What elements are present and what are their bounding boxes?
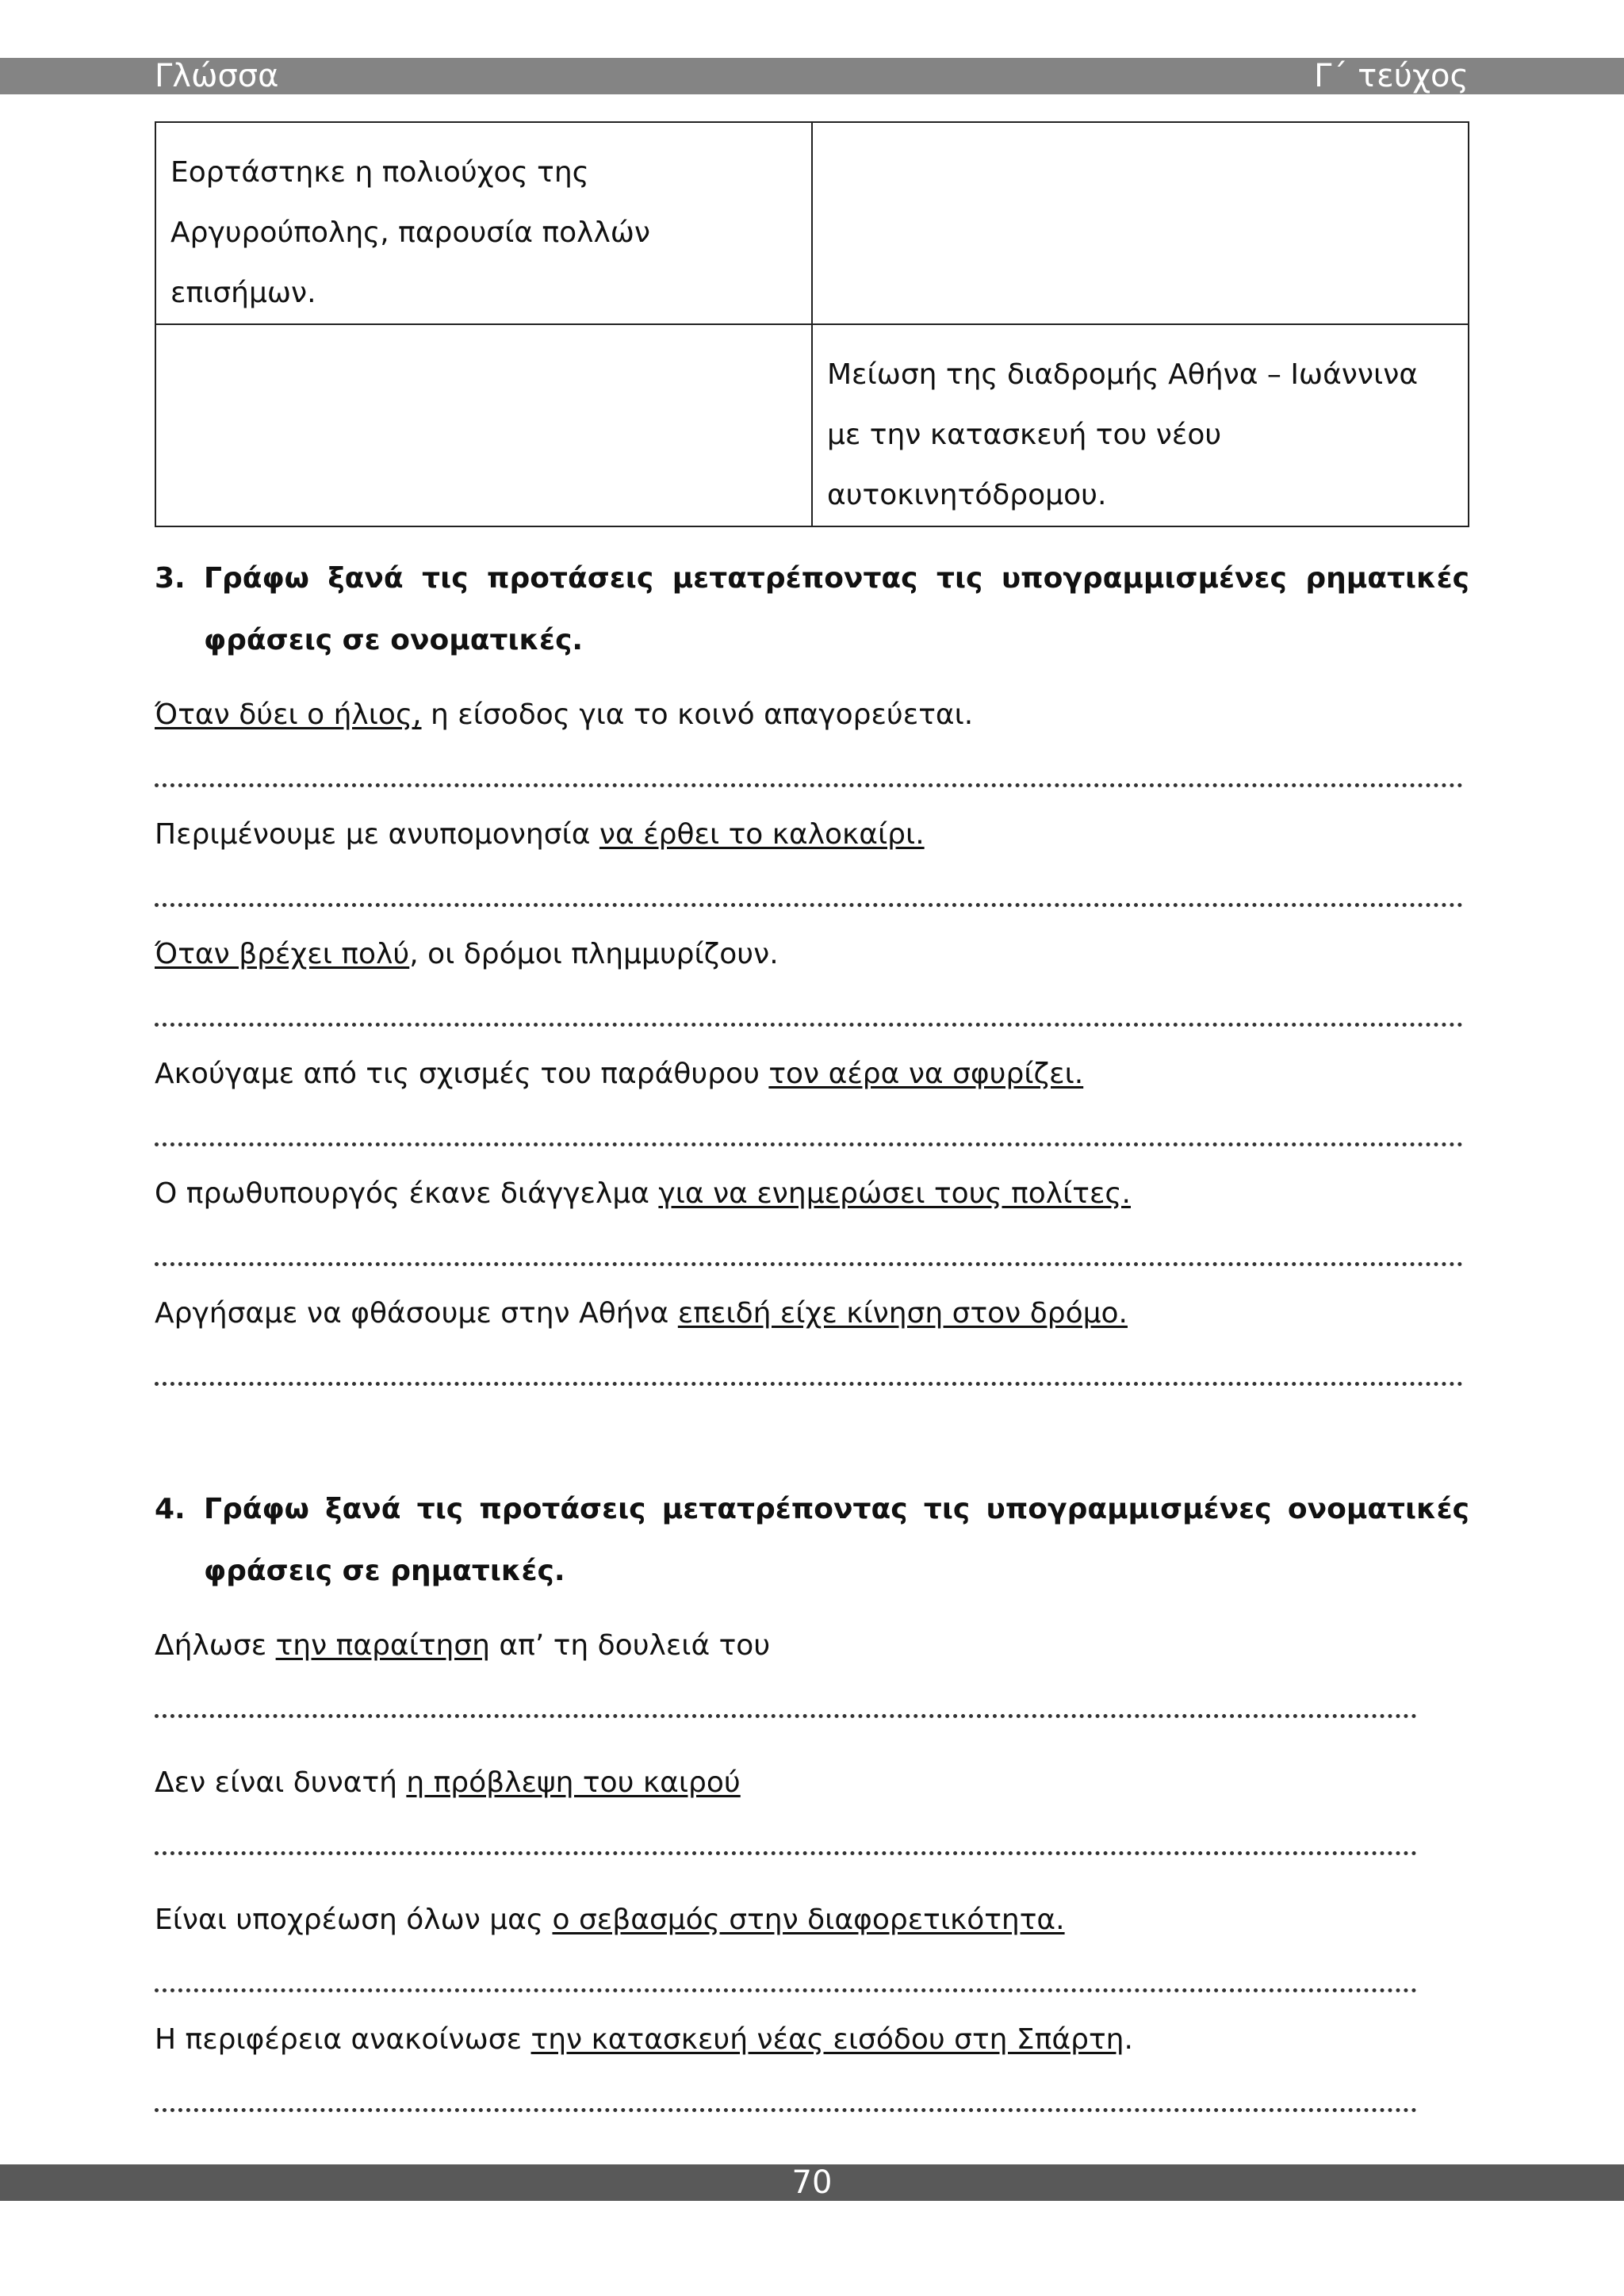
table-row — [155, 324, 1469, 526]
answer-line[interactable] — [155, 1984, 1417, 1992]
table-cell: Εορτάστηκε η πολιούχος της Αργυρούπολης, παρουσία πολλών επισήμων. — [155, 122, 812, 324]
underlined-phrase: την κατασκευή νέας εισόδου στη Σπάρτη — [530, 2023, 1124, 2056]
exercise-number: 4. — [155, 1493, 186, 1525]
underlined-phrase: Όταν δύει ο ήλιος, — [155, 698, 422, 731]
answer-line[interactable] — [155, 1257, 1463, 1266]
exercise-number: 3. — [155, 562, 186, 595]
page-header — [0, 58, 1624, 94]
answer-cell[interactable] — [812, 122, 1469, 324]
exercise-4-heading — [155, 1479, 1469, 1602]
answer-line[interactable] — [155, 1018, 1463, 1027]
answer-line[interactable] — [155, 1138, 1463, 1146]
answer-cell[interactable] — [155, 324, 812, 526]
exercise-instruction: Γράφω ξανά τις προτάσεις μετατρέποντας τις υπογραμμισμένες ρηματικές φράσεις σε ονοματικές. — [204, 562, 1469, 656]
volume-label: Γ΄ τεύχος — [1314, 58, 1469, 94]
sentence-table — [155, 121, 1469, 527]
sentence: Όταν δύει ο ήλιος, η είσοδος για το κοινό απαγορεύεται. — [155, 698, 974, 731]
underlined-phrase: την παραίτηση — [275, 1629, 490, 1662]
underlined-phrase: τον αέρα να σφυρίζει. — [768, 1058, 1084, 1090]
exercise-instruction: Γράφω ξανά τις προτάσεις μετατρέποντας τις υπογραμμισμένες ονοματικές φράσεις σε ρηματικές. — [204, 1493, 1469, 1587]
answer-line[interactable] — [155, 1846, 1417, 1855]
table-row — [155, 122, 1469, 324]
sentence: Αργήσαμε να φθάσουμε στην Αθήνα επειδή είχε κίνηση στον δρόμο. — [155, 1297, 1128, 1330]
underlined-phrase: να έρθει το καλοκαίρι. — [599, 818, 925, 851]
underlined-phrase: ο σεβασμός στην διαφορετικότητα. — [552, 1904, 1065, 1936]
exercise-3-heading — [155, 548, 1469, 672]
sentence: Όταν βρέχει πολύ, οι δρόμοι πλημμυρίζουν. — [155, 938, 779, 970]
underlined-phrase: η πρόβλεψη του καιρού — [406, 1766, 741, 1799]
sentence: Δεν είναι δυνατή η πρόβλεψη του καιρού — [155, 1766, 741, 1799]
answer-line[interactable] — [155, 779, 1463, 787]
subject-title: Γλώσσα — [155, 58, 279, 94]
answer-line[interactable] — [155, 1709, 1417, 1718]
underlined-phrase: για να ενημερώσει τους πολίτες. — [658, 1177, 1131, 1210]
sentence: Είναι υποχρέωση όλων μας ο σεβασμός στην διαφορετικότητα. — [155, 1904, 1065, 1936]
answer-line[interactable] — [155, 1377, 1463, 1386]
answer-line[interactable] — [155, 2103, 1417, 2112]
sentence: Δήλωσε την παραίτηση απ’ τη δουλειά του — [155, 1629, 771, 1662]
page-footer — [0, 2164, 1624, 2201]
sentence: Περιμένουμε με ανυπομονησία να έρθει το καλοκαίρι. — [155, 818, 925, 851]
sentence: Ο πρωθυπουργός έκανε διάγγελμα για να ενημερώσει τους πολίτες. — [155, 1177, 1131, 1210]
underlined-phrase: Όταν βρέχει πολύ — [155, 938, 410, 970]
underlined-phrase: επειδή είχε κίνηση στον δρόμο. — [677, 1297, 1128, 1330]
sentence: Η περιφέρεια ανακοίνωσε την κατασκευή νέας εισόδου στη Σπάρτη. — [155, 2023, 1133, 2056]
table-cell: Μείωση της διαδρομής Αθήνα – Ιωάννινα με την κατασκευή του νέου αυτοκινητόδρομου. — [812, 324, 1469, 526]
page-number: 70 — [791, 2164, 833, 2201]
sentence: Ακούγαμε από τις σχισμές του παράθυρου τον αέρα να σφυρίζει. — [155, 1058, 1084, 1090]
answer-line[interactable] — [155, 898, 1463, 907]
